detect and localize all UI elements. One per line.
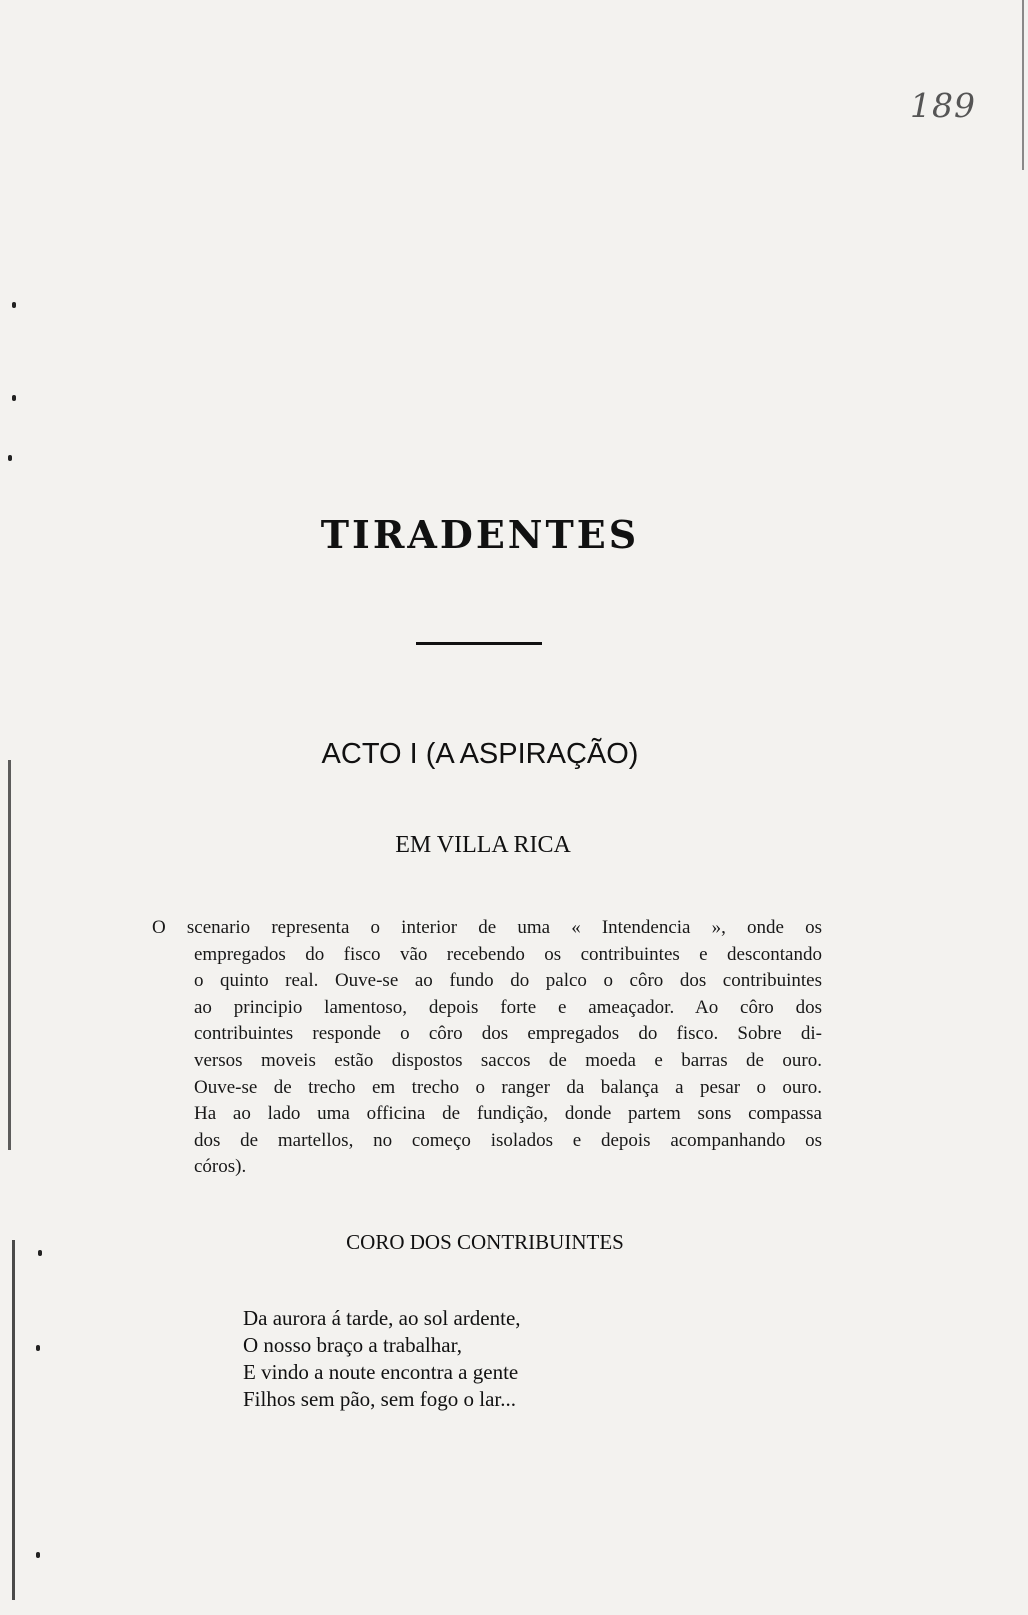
stage-direction-line: ao principio lamentoso, depois forte e ameaçador. Ao côro dos: [194, 996, 822, 1018]
scan-speck: [36, 1552, 40, 1558]
scan-speck: [8, 455, 12, 461]
stage-direction-line: O scenario representa o interior de uma « Intendencia », onde os: [152, 917, 822, 938]
verse-line: O nosso braço a trabalhar,: [243, 1333, 462, 1357]
scan-speck: [36, 1345, 40, 1351]
verse-stanza: [243, 1305, 521, 1413]
stage-direction-line: empregados do fisco vão recebendo os contribuintes e descontando: [194, 943, 822, 965]
verse-line: E vindo a noute encontra a gente: [243, 1360, 519, 1384]
scan-speck: [12, 302, 16, 308]
stage-direction: [152, 915, 822, 1181]
play-title: TIRADENTES: [320, 512, 640, 557]
stage-direction-line: o quinto real. Ouve-se ao fundo do palco o côro dos contribuintes: [194, 970, 822, 992]
act-heading: ACTO I (A ASPIRAÇÃO): [321, 738, 639, 770]
verse-line: Filhos sem pão, sem fogo o lar...: [243, 1387, 516, 1411]
chorus-heading: CORO DOS CONTRIBUINTES: [346, 1230, 624, 1254]
stage-direction-line: contribuintes responde o côro dos empregados do fisco. Sobre di-: [194, 1023, 822, 1045]
title-rule: [416, 642, 542, 645]
scan-page-edge: [12, 1240, 15, 1600]
page-number: 189: [910, 86, 976, 125]
verse-line: Da aurora á tarde, ao sol ardente,: [243, 1306, 521, 1330]
scan-page-edge: [8, 760, 11, 1150]
stage-direction-line: Ha ao lado uma officina de fundição, donde partem sons compassa: [194, 1103, 822, 1125]
scene-location: EM VILLA RICA: [395, 832, 571, 858]
scan-page-edge: [1022, 0, 1024, 170]
stage-direction-line: versos moveis estão dispostos saccos de moeda e barras de ouro.: [194, 1049, 822, 1071]
stage-direction-line: Ouve-se de trecho em trecho o ranger da balança a pesar o ouro.: [194, 1076, 822, 1098]
stage-direction-line: córos).: [194, 1156, 247, 1178]
stage-direction-line: dos de martellos, no começo isolados e depois acompanhando os: [194, 1129, 822, 1151]
scan-speck: [12, 395, 16, 401]
